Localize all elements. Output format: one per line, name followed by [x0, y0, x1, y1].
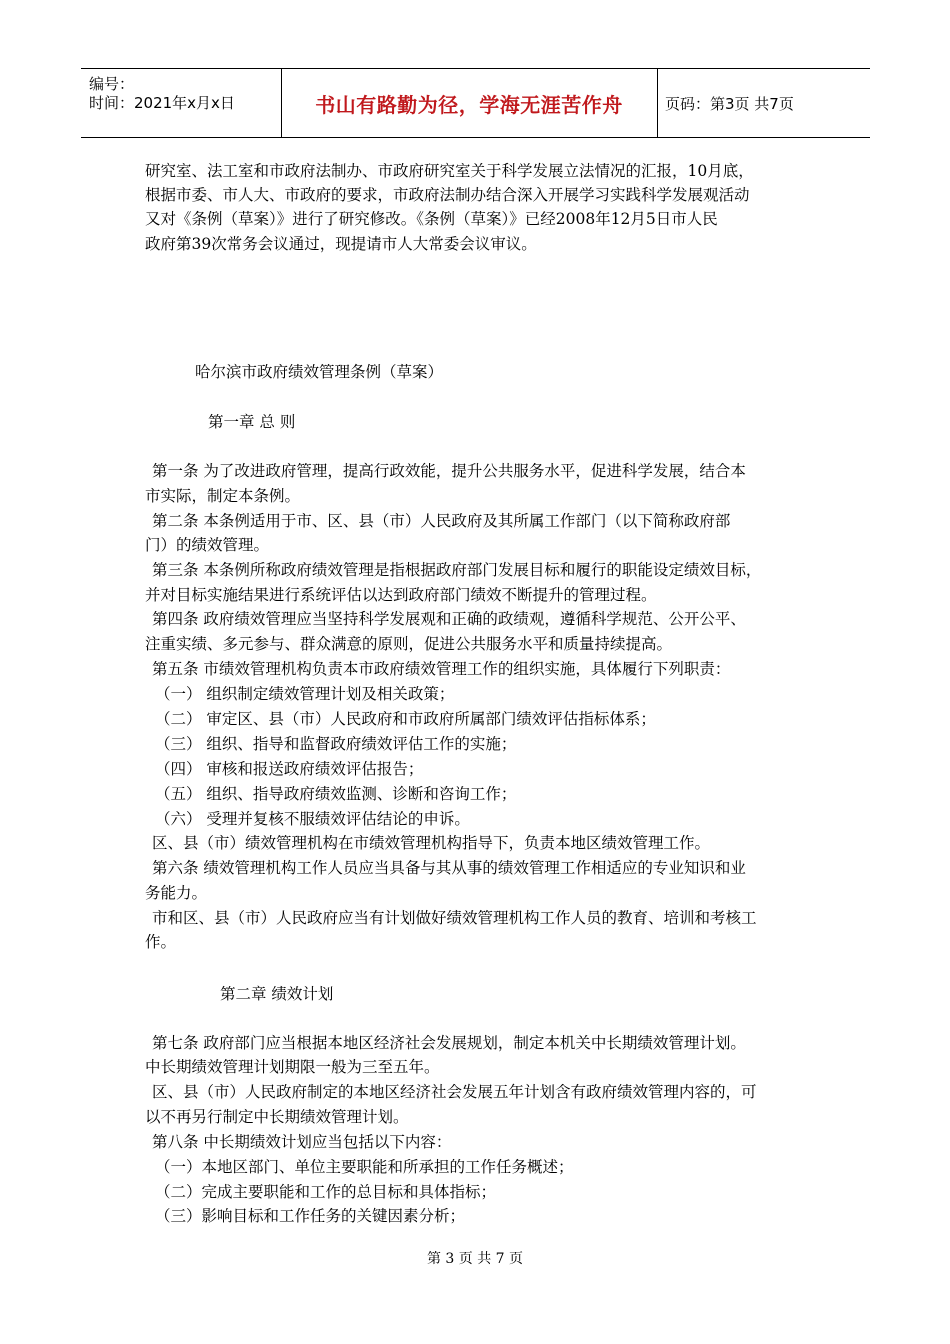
article-line: 第七条 政府部门应当根据本地区经济社会发展规划，制定本机关中长期绩效管理计划。 — [152, 1034, 746, 1052]
intro-line: 政府第39次常务会议通过，现提请市人大常委会议审议。 — [145, 235, 537, 253]
article-line: 中长期绩效管理计划期限一般为三至五年。 — [145, 1058, 440, 1076]
article-line: 区、县（市）绩效管理机构在市绩效管理机构指导下，负责本地区绩效管理工作。 — [152, 834, 711, 852]
page-info-text: 页码：第3页 共7页 — [665, 94, 794, 113]
document-title: 哈尔滨市政府绩效管理条例（草案） — [195, 363, 444, 381]
article-line: 市实际，制定本条例。 — [145, 487, 301, 505]
article-line: 务能力。 — [145, 884, 208, 902]
article-line: 区、县（市）人民政府制定的本地区经济社会发展五年计划含有政府绩效管理内容的，可 — [152, 1083, 757, 1101]
intro-line: 研究室、法工室和市政府法制办、市政府研究室关于科学发展立法情况的汇报，10月底， — [145, 162, 754, 180]
article-item: （六） 受理并复核不服绩效评估结论的申诉。 — [155, 810, 470, 828]
header-motto: 书山有路勤为径，学海无涯苦作舟 — [315, 92, 623, 117]
page-footer: 第 3 页 共 7 页 — [426, 1251, 524, 1267]
article-line: 作。 — [145, 933, 177, 951]
article-item: （三）影响目标和工作任务的关键因素分析； — [155, 1207, 466, 1225]
intro-line: 根据市委、市人大、市政府的要求，市政府法制办结合深入开展学习实践科学发展观活动 — [145, 186, 750, 204]
article-line: 第一条 为了改进政府管理，提高行政效能，提升公共服务水平，促进科学发展，结合本 — [152, 462, 746, 480]
article-line: 第四条 政府绩效管理应当坚持科学发展观和正确的政绩观，遵循科学规范、公开公平、 — [152, 610, 746, 628]
article-item: （一）本地区部门、单位主要职能和所承担的工作任务概述； — [155, 1158, 574, 1176]
article-item: （四） 审核和报送政府绩效评估报告； — [155, 760, 424, 778]
chapter-heading: 第一章 总 则 — [208, 413, 296, 431]
article-line: 市和区、县（市）人民政府应当有计划做好绩效管理机构工作人员的教育、培训和考核工 — [152, 909, 757, 927]
intro-line: 又对《条例（草案）》进行了研究修改。《条例（草案）》已经2008年12月5日市人民 — [145, 210, 718, 228]
article-line: 第二条 本条例适用于市、区、县（市）人民政府及其所属工作部门（以下简称政府部 — [152, 512, 731, 530]
article-item: （一） 组织制定绩效管理计划及相关政策； — [155, 685, 455, 703]
doc-number-label: 编号： — [89, 75, 135, 93]
article-line: 第五条 市绩效管理机构负责本市政府绩效管理工作的组织实施，具体履行下列职责： — [152, 660, 731, 678]
article-line: 并对目标实施结果进行系统评估以达到政府部门绩效不断提升的管理过程。 — [145, 586, 657, 604]
chapter-heading: 第二章 绩效计划 — [220, 985, 334, 1003]
article-item: （二）完成主要职能和工作的总目标和具体指标； — [155, 1183, 497, 1201]
article-item: （三） 组织、指导和监督政府绩效评估工作的实施； — [155, 735, 517, 753]
article-item: （五） 组织、指导政府绩效监测、诊断和咨询工作； — [155, 785, 517, 803]
doc-date-label: 时间：2021年x月x日 — [89, 94, 235, 112]
article-line: 门）的绩效管理。 — [145, 536, 270, 554]
article-line: 以不再另行制定中长期绩效管理计划。 — [145, 1108, 409, 1126]
article-item: （二） 审定区、县（市）人民政府和市政府所属部门绩效评估指标体系； — [155, 710, 656, 728]
article-line: 第八条 中长期绩效计划应当包括以下内容： — [152, 1133, 452, 1151]
article-line: 第三条 本条例所称政府绩效管理是指根据政府部门发展目标和履行的职能设定绩效目标， — [152, 561, 762, 579]
article-line: 注重实绩、多元参与、群众满意的原则，促进公共服务水平和质量持续提高。 — [145, 635, 673, 653]
article-line: 第六条 绩效管理机构工作人员应当具备与其从事的绩效管理工作相适应的专业知识和业 — [152, 859, 746, 877]
